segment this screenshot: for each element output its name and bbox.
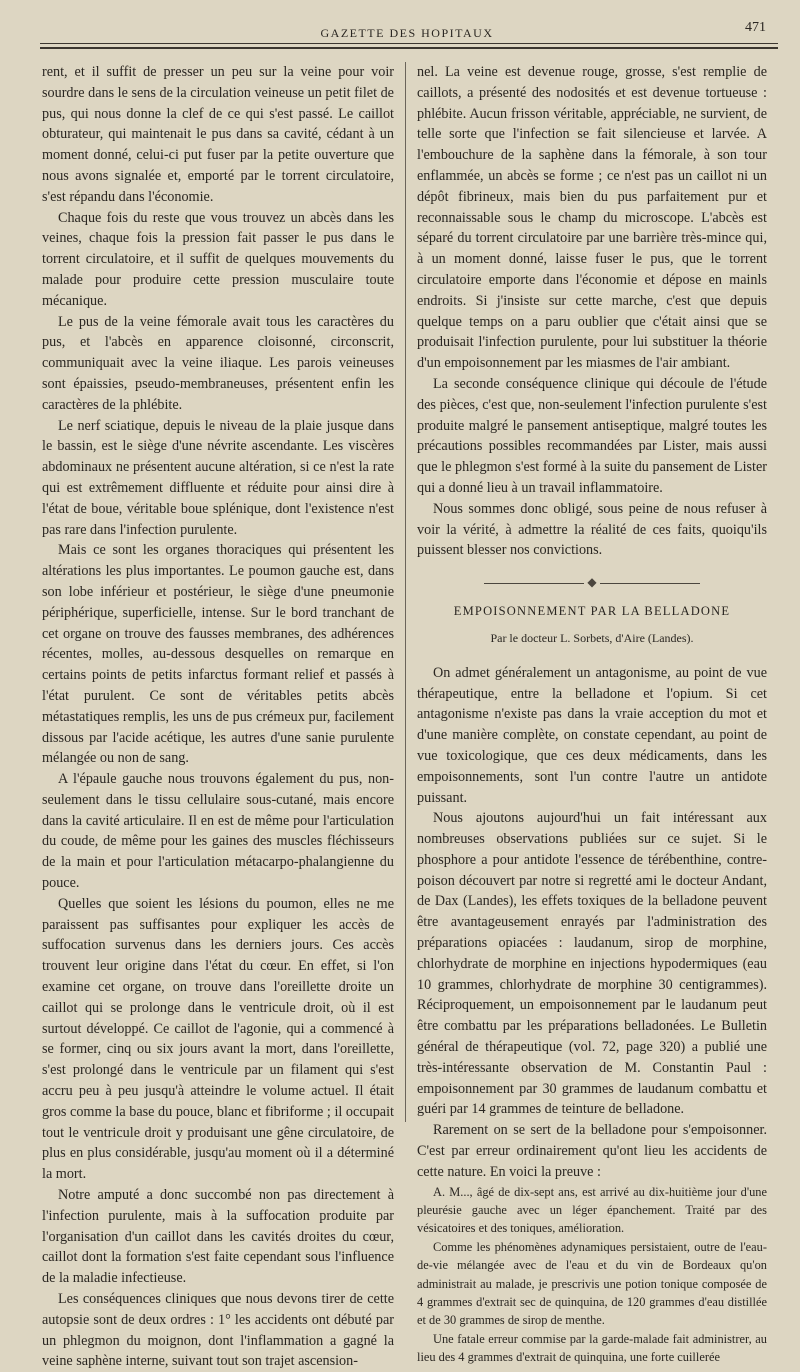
header-rule-thin	[40, 43, 778, 44]
case-paragraph: Une fatale erreur commise par la garde-malade fait administrer, au lieu des 4 grammes d'extrait de quinquina, une forte cuillerée	[417, 1331, 767, 1365]
paragraph: Nous sommes donc obligé, sous peine de nous refuser à voir la vérité, à admettre la réalité de ces faits, quoiqu'ils puissent blesser nos convictions.	[417, 500, 767, 559]
section-separator: ◆	[417, 575, 767, 589]
paragraph: Nous ajoutons aujourd'hui un fait intéressant aux nombreuses observations publiées sur ce sujet. Si le phosphore a pour antidote l'essence de térébenthine, contre-poison découvert par notre si regretté ami le docteur Andant, de Dax (Landes), les effets toxiques de la belladone peuvent être avantageusement enrayés par l'administration des préparations opiacées : laudanum, sirop de morphine, chlorhydrate de morphine en injections hypodermiques (eau 10 grammes, chlorhydrate de morphine 30 centigrammes). Réciproquement, un empoisonnement par le laudanum peut être combattu par les préparations belladonées. Le Bulletin général de thérapeutique (vol. 72, page 320) a publié une très-intéressante observation de M. Constantin Paul : empoisonnement par 30 grammes de laudanum combattu et guéri par 14 grammes de teinture de belladone.	[417, 810, 767, 1118]
paragraph: Mais ce sont les organes thoraciques qui présentent les altérations les plus importantes. Le poumon gauche est, dans son lobe inférieur et postérieur, le siège d'une pneumonie périphérique, superficielle, intense. Sur le bord tranchant de cet organe on trouve des fausses membranes, des adhérences récentes, molles, au-dessous desquelles on remarque en certains points de petits infarctus formant relief et passés à l'état purulent. Ce sont de véritables petits abcès métastatiques remplis, les uns de pus crémeux pur, facilement dissous par l'acide acétique, les autres d'une sanie purulente mélangée ou non de sang.	[42, 542, 394, 767]
article-byline: Par le docteur L. Sorbets, d'Aire (Landes).	[490, 630, 694, 645]
article-title: EMPOISONNEMENT PAR LA BELLADONE	[453, 604, 731, 619]
paragraph: Quelles que soient les lésions du poumon, elles ne me paraissent pas suffisantes pour expliquer les accès de suffocation survenus dans les derniers jours. Ces accès trouvent leur origine dans l'état du cœur. En effet, si l'on examine cet organe, on trouve dans l'oreillette droite un caillot qui se prolonge dans le ventricule droit, où il est surtout développé. Ce caillot de l'agonie, qui a commencé à se former, cinq ou six jours avant la mort, dans l'oreillette, s'est prolongé dans le ventricule par un filament qui s'est accru peu à peu jusqu'à atteindre le volume actuel. Il était gros comme la base du pouce, blanc et fibriforme ; il occupait tout le ventricule droit y produisant une gêne circulatoire, de plus en plus considérable, jusqu'au moment où il a déterminé la mort.	[42, 895, 394, 1183]
paragraph: Le pus de la veine fémorale avait tous les caractères du pus, et l'abcès en apparence cloisonné, circonscrit, communiquait avec la veine iliaque. Les parois veineuses sont épaissies, pseudo-membraneuses, présentent enfin les caractères de la phlébite.	[42, 313, 394, 413]
header-rule-thick	[40, 47, 778, 49]
case-paragraph: Comme les phénomènes adynamiques persistaient, outre de l'eau-de-vie mélangée avec de l'eau et du vin de Bordeaux qu'on administrait au malade, je prescrivis une potion tonique composée de 4 grammes d'extrait sec de quinquina, de 120 grammes d'eau distillée et de 30 grammes de sirop de menthe.	[417, 1239, 767, 1328]
journal-title: GAZETTE DES HOPITAUX	[320, 26, 494, 40]
paragraph: rent, et il suffit de presser un peu sur la veine pour voir sourdre dans le sens de la circulation veineuse un petit filet de pus, qui nous donne la clef de ce qui s'est passé. Le caillot obturateur, qui maintenait le pus dans sa cavité, cédant à un moment donné, celui-ci put fuser par la petite ouverture que nous avons signalée et, emporté par le torrent circulatoire, s'est répandu dans l'économie.	[42, 64, 394, 205]
left-column	[42, 62, 394, 1372]
paragraph: Chaque fois du reste que vous trouvez un abcès dans les veines, chaque fois la pression fait passer le pus dans le torrent circulatoire, et il suffit de quelques mouvements du malade pour produire cette pression musculaire toute mécanique.	[42, 209, 394, 309]
paragraph: Rarement on se sert de la belladone pour s'empoisonner. C'est par erreur ordinairement qu'ont lieu les accidents de cette nature. En voici la preuve :	[417, 1122, 767, 1180]
paragraph: Les conséquences cliniques que nous devons tirer de cette autopsie sont de deux ordres : 1° les accidents ont débuté par un phlegmon du moignon, dont l'inflammation a gagné la veine saphène interne, suivant tout son trajet ascension-	[42, 1291, 394, 1370]
paragraph: Notre amputé a donc succombé non pas directement à l'infection purulente, mais à la suffocation produite par l'organisation d'un caillot dans les cavités droites du cœur, caillot dont la formation s'est faite cependant sous l'influence de la maladie infectieuse.	[42, 1187, 394, 1287]
paragraph: La seconde conséquence clinique qui découle de l'étude des pièces, c'est que, non-seulement l'infection purulente s'est produite malgré le pansement antiseptique, malgré toutes les précautions possibles recommandées par Lister, mais aussi que le phlegmon s'est formé à la suite du pansement de Lister qui a donné lieu à un travail inflammatoire.	[417, 375, 767, 496]
right-column	[417, 62, 767, 1367]
case-paragraph: A. M..., âgé de dix-sept ans, est arrivé au dix-huitième jour d'une pleurésie gauche avec un léger épanchement. Traité par des vésicatoires et des toniques, amélioration.	[417, 1184, 767, 1236]
paragraph: On admet généralement un antagonisme, au point de vue thérapeutique, entre la belladone et l'opium. Si cet antagonisme n'existe pas dans la vraie acception du mot et d'une manière complète, on constate cependant, au point de vue toxicologique, que ces deux médicaments, dans les empoisonnements, sont l'un contre l'autre un antidote puissant.	[417, 664, 767, 806]
page-header	[40, 18, 774, 58]
paragraph: A l'épaule gauche nous trouvons également du pus, non-seulement dans le tissu cellulaire sous-cutané, mais encore dans la cavité articulaire. Il en est de même pour l'articulation du coude, de même pour les gaines des muscles fléchisseurs de la main et pour l'articulation métacarpo-phalangienne du pouce.	[42, 771, 394, 892]
column-divider	[405, 62, 406, 1122]
paragraph: Le nerf sciatique, depuis le niveau de la plaie jusque dans le bassin, est le siège d'une névrite ascendante. Les viscères abdominaux ne présentent aucune altération, si ce n'est la rate qui est extrêmement diffluente et réduite pour ainsi dire à l'état de boue, véritable boue splénique, dont l'existence n'est pas rare dans l'infection purulente.	[42, 417, 394, 538]
paragraph: nel. La veine est devenue rouge, grosse, s'est remplie de caillots, a présenté des nodosités et est devenue tortueuse : phlébite. Aucun frisson véritable, appréciable, ne survient, de telle sorte que l'infection se fait silencieuse et larvée. A l'embouchure de la saphène dans la fémorale, à son tour enflammée, un abcès se forme ; ce n'est pas un caillot ni un dépôt fibrineux, mais bien du pus parfaitement pur et reconnaissable sous le champ du microscope. L'abcès est séparé du torrent circulatoire par une barrière très-mince qui, à un moment donné, laisse fuser le pus, que le torrent circulatoire emporte dans l'économie et dépose en mainls endroits. Si j'insiste sur cette marche, c'est que depuis quelque temps on a paru oublier que c'était ainsi que se produisait l'infection purulente, pour lui substituer la théorie d'un empoisonnement par les miasmes de l'air ambiant.	[417, 64, 767, 372]
page-number: 471	[745, 20, 766, 35]
